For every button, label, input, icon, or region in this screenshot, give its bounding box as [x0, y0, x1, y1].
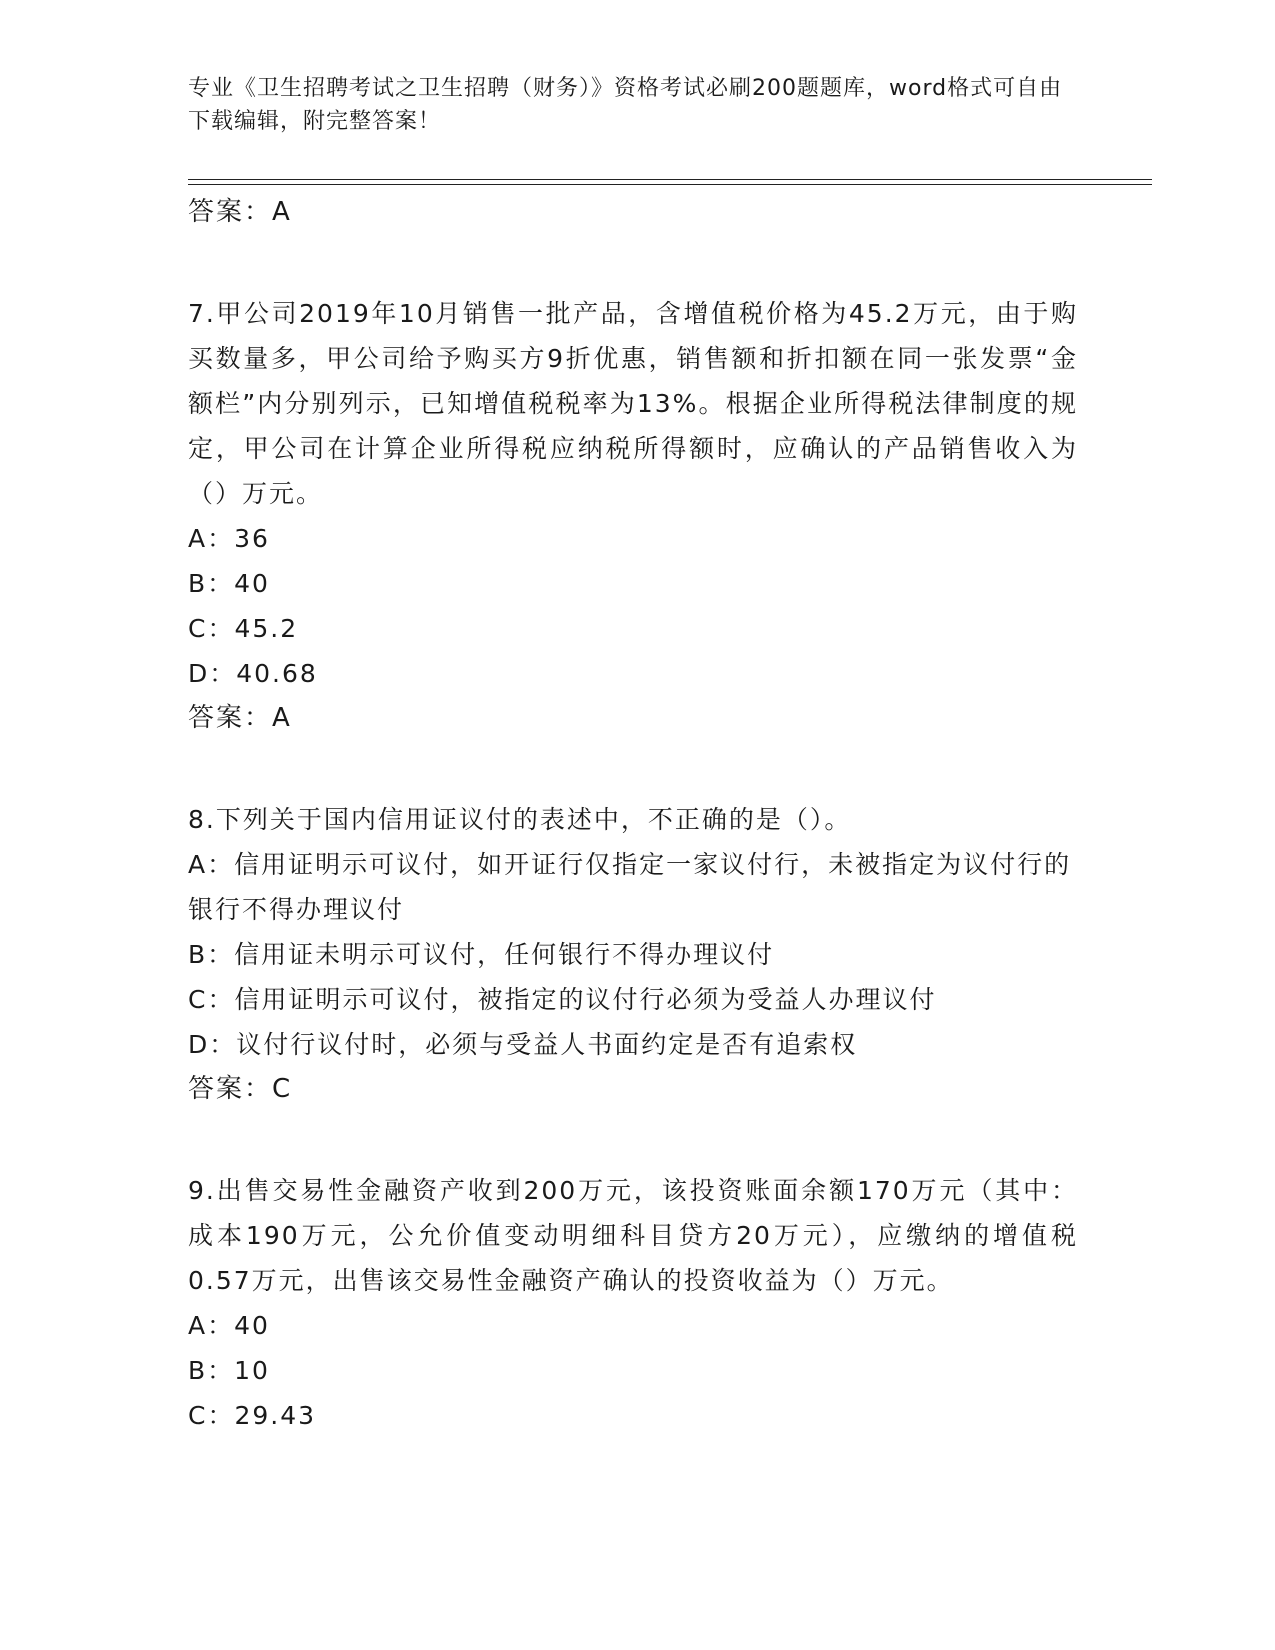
header-rule-secondary — [188, 184, 1152, 185]
answer-label: 答案：A — [188, 703, 292, 733]
question-7 — [188, 291, 1078, 741]
option-b: B：40 — [188, 569, 270, 598]
question-list — [188, 190, 1078, 1438]
option-c: C：信用证明示可议付，被指定的议付行必须为受益人办理议付 — [188, 985, 937, 1014]
option-c: C：45.2 — [188, 614, 299, 643]
option-d: D：40.68 — [188, 659, 318, 688]
option-b: B：10 — [188, 1356, 270, 1385]
option-c: C：29.43 — [188, 1401, 317, 1430]
header-rule — [188, 179, 1152, 180]
question-8 — [188, 797, 1078, 1112]
option-b: B：信用证未明示可议付，任何银行不得办理议付 — [188, 940, 775, 969]
option-d: D：议付行议付时，必须与受益人书面约定是否有追索权 — [188, 1030, 858, 1059]
answer-label: 答案：C — [188, 1074, 293, 1104]
question-text: 8.下列关于国内信用证议付的表述中，不正确的是（）。 — [188, 805, 852, 834]
question-text: 9.出售交易性金融资产收到200万元，该投资账面余额170万元（其中：成本190万元，公允价值变动明细科目贷方20万元），应缴纳的增值税0.57万元，出售该交易性金融资产确认的投资收益为（）万元。 — [188, 1176, 1078, 1295]
option-a: A：40 — [188, 1311, 270, 1340]
option-a: A：信用证明示可议付，如开证行仅指定一家议付行，未被指定为议付行的银行不得办理议付 — [188, 850, 1072, 924]
option-a: A：36 — [188, 524, 270, 553]
question-text: 7.甲公司2019年10月销售一批产品，含增值税价格为45.2万元，由于购买数量多，甲公司给予购买方9折优惠，销售额和折扣额在同一张发票“金额栏”内分别列示，已知增值税税率为13%。根据企业所得税法律制度的规定，甲公司在计算企业所得税应纳税所得额时，应确认的产品销售收入为（）万元。 — [188, 299, 1078, 508]
document-header: 专业《卫生招聘考试之卫生招聘（财务）》资格考试必刷200题题库，word格式可自由下载编辑，附完整答案！ — [188, 76, 1063, 134]
question-9 — [188, 1168, 1078, 1438]
answer-label: 答案：A — [188, 197, 292, 227]
